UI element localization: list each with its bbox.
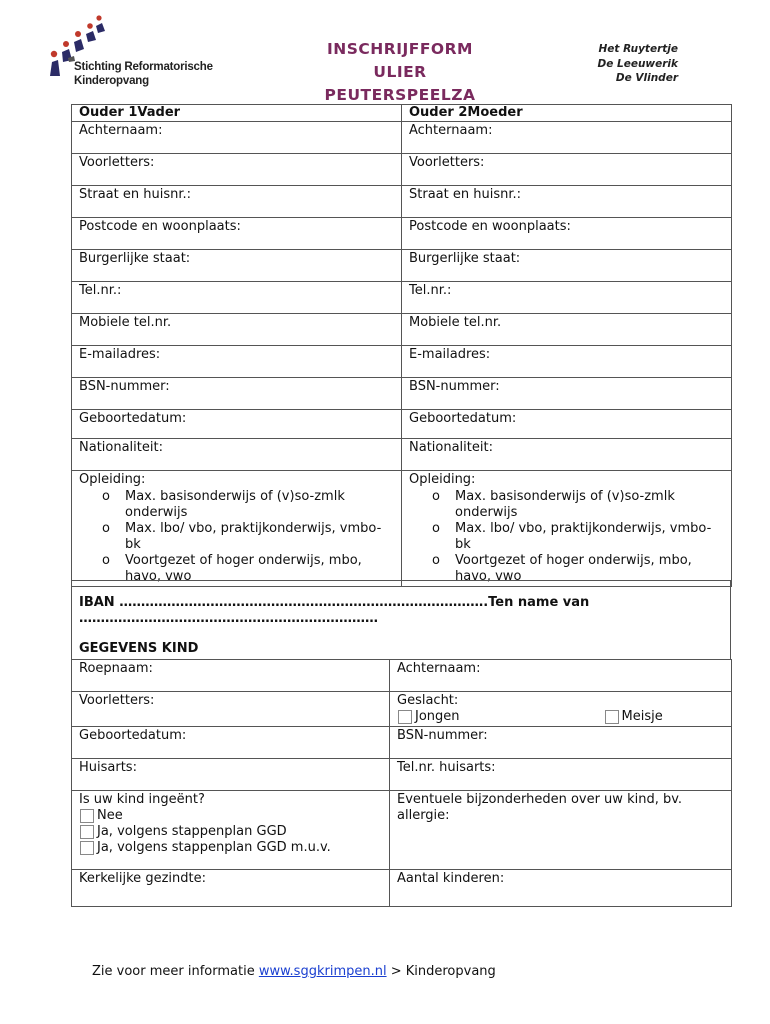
education-option[interactable]: o Voortgezet of hoger onderwijs, mbo, havo, vwo	[79, 553, 394, 585]
child-bsn-field[interactable]: BSN-nummer:	[390, 727, 732, 759]
iban-field[interactable]	[72, 581, 731, 660]
location-item: De Vlinder	[615, 72, 678, 84]
parent1-education-field[interactable]	[72, 471, 402, 587]
gender-label: Geslacht:	[397, 693, 459, 708]
child-gender-field	[390, 692, 732, 727]
child-initials-field[interactable]: Voorletters:	[72, 692, 390, 727]
parent2-initials-field[interactable]: Voorletters:	[402, 154, 732, 186]
vaccination-option-label: Ja, volgens stappenplan GGD	[97, 824, 287, 839]
parent1-postcode-city-field[interactable]: Postcode en woonplaats:	[72, 218, 402, 250]
children-count-field[interactable]: Aantal kinderen:	[390, 870, 732, 907]
organization-logo	[48, 14, 238, 90]
gender-boy-checkbox[interactable]	[398, 710, 412, 724]
iban-line: IBAN ………………………………………………………………………….Ten name van ……………………………………………………………	[79, 595, 590, 626]
location-item: De Leeuwerik	[597, 57, 678, 70]
parent2-mobile-field[interactable]: Mobiele tel.nr.	[402, 314, 732, 346]
parent2-last-name-field[interactable]: Achternaam:	[402, 122, 732, 154]
gender-girl-label: Meisje	[621, 709, 663, 724]
parent2-education-field[interactable]	[402, 471, 732, 587]
organization-name: Stichting Reformatorische Kinderopvang	[74, 61, 213, 87]
parent2-email-field[interactable]: E-mailadres:	[402, 346, 732, 378]
location-item: Het Ruytertje	[598, 43, 678, 55]
locations-list	[560, 42, 678, 86]
education-label: Opleiding:	[409, 472, 476, 487]
parent1-header: Ouder 1Vader	[72, 105, 402, 122]
iban-table	[71, 580, 731, 660]
education-option[interactable]: o Max. lbo/ vbo, praktijkonderwijs, vmbo-bk	[79, 521, 394, 553]
footer-suffix: > Kinderopvang	[390, 964, 496, 979]
education-option[interactable]: o Voortgezet of hoger onderwijs, mbo, havo, vwo	[409, 553, 724, 585]
form-title: INSCHRIJFFORM ULIER PEUTERSPEELZA	[324, 40, 476, 104]
vaccination-option-label: Nee	[97, 808, 123, 823]
parent2-phone-field[interactable]: Tel.nr.:	[402, 282, 732, 314]
footer-prefix: Zie voor meer informatie	[92, 964, 255, 979]
parent1-phone-field[interactable]: Tel.nr.:	[72, 282, 402, 314]
parent2-marital-status-field[interactable]: Burgerlijke staat:	[402, 250, 732, 282]
child-birth-date-field[interactable]: Geboortedatum:	[72, 727, 390, 759]
website-link[interactable]: www.sggkrimpen.nl	[258, 964, 387, 979]
footer-note	[92, 964, 496, 979]
parent1-mobile-field[interactable]: Mobiele tel.nr.	[72, 314, 402, 346]
child-section-heading: GEGEVENS KIND	[79, 641, 199, 656]
child-gp-field[interactable]: Huisarts:	[72, 759, 390, 791]
vaccination-partial-checkbox[interactable]	[80, 841, 94, 855]
parent1-bsn-field[interactable]: BSN-nummer:	[72, 378, 402, 410]
education-options	[79, 489, 394, 585]
parent1-nationality-field[interactable]: Nationaliteit:	[72, 439, 402, 471]
gender-girl-checkbox[interactable]	[605, 710, 619, 724]
parent2-bsn-field[interactable]: BSN-nummer:	[402, 378, 732, 410]
vaccination-yes-checkbox[interactable]	[80, 825, 94, 839]
vaccination-field	[72, 791, 390, 870]
parent1-birth-date-field[interactable]: Geboortedatum:	[72, 410, 402, 439]
parent2-nationality-field[interactable]: Nationaliteit:	[402, 439, 732, 471]
parent1-marital-status-field[interactable]: Burgerlijke staat:	[72, 250, 402, 282]
parent2-street-field[interactable]: Straat en huisnr.:	[402, 186, 732, 218]
education-option[interactable]: o Max. basisonderwijs of (v)so-zmlk onderwijs	[79, 489, 394, 521]
gender-boy-label: Jongen	[415, 709, 460, 724]
church-field[interactable]: Kerkelijke gezindte:	[72, 870, 390, 907]
education-option[interactable]: o Max. lbo/ vbo, praktijkonderwijs, vmbo-bk	[409, 521, 724, 553]
parent1-initials-field[interactable]: Voorletters:	[72, 154, 402, 186]
parent1-email-field[interactable]: E-mailadres:	[72, 346, 402, 378]
parents-table	[71, 104, 732, 587]
vaccination-question: Is uw kind ingeënt?	[79, 792, 205, 807]
child-table	[71, 659, 732, 907]
child-first-name-field[interactable]: Roepnaam:	[72, 660, 390, 692]
vaccination-option-label: Ja, volgens stappenplan GGD m.u.v.	[97, 840, 331, 855]
child-last-name-field[interactable]: Achternaam:	[390, 660, 732, 692]
parent2-postcode-city-field[interactable]: Postcode en woonplaats:	[402, 218, 732, 250]
parent2-header: Ouder 2Moeder	[402, 105, 732, 122]
vaccination-no-checkbox[interactable]	[80, 809, 94, 823]
education-option[interactable]: o Max. basisonderwijs of (v)so-zmlk onderwijs	[409, 489, 724, 521]
education-options	[409, 489, 724, 585]
parent1-street-field[interactable]: Straat en huisnr.:	[72, 186, 402, 218]
education-label: Opleiding:	[79, 472, 146, 487]
parent2-birth-date-field[interactable]: Geboortedatum:	[402, 410, 732, 439]
child-gp-phone-field[interactable]: Tel.nr. huisarts:	[390, 759, 732, 791]
parent1-last-name-field[interactable]: Achternaam:	[72, 122, 402, 154]
child-remarks-field[interactable]: Eventuele bijzonderheden over uw kind, bv. allergie:	[390, 791, 732, 870]
